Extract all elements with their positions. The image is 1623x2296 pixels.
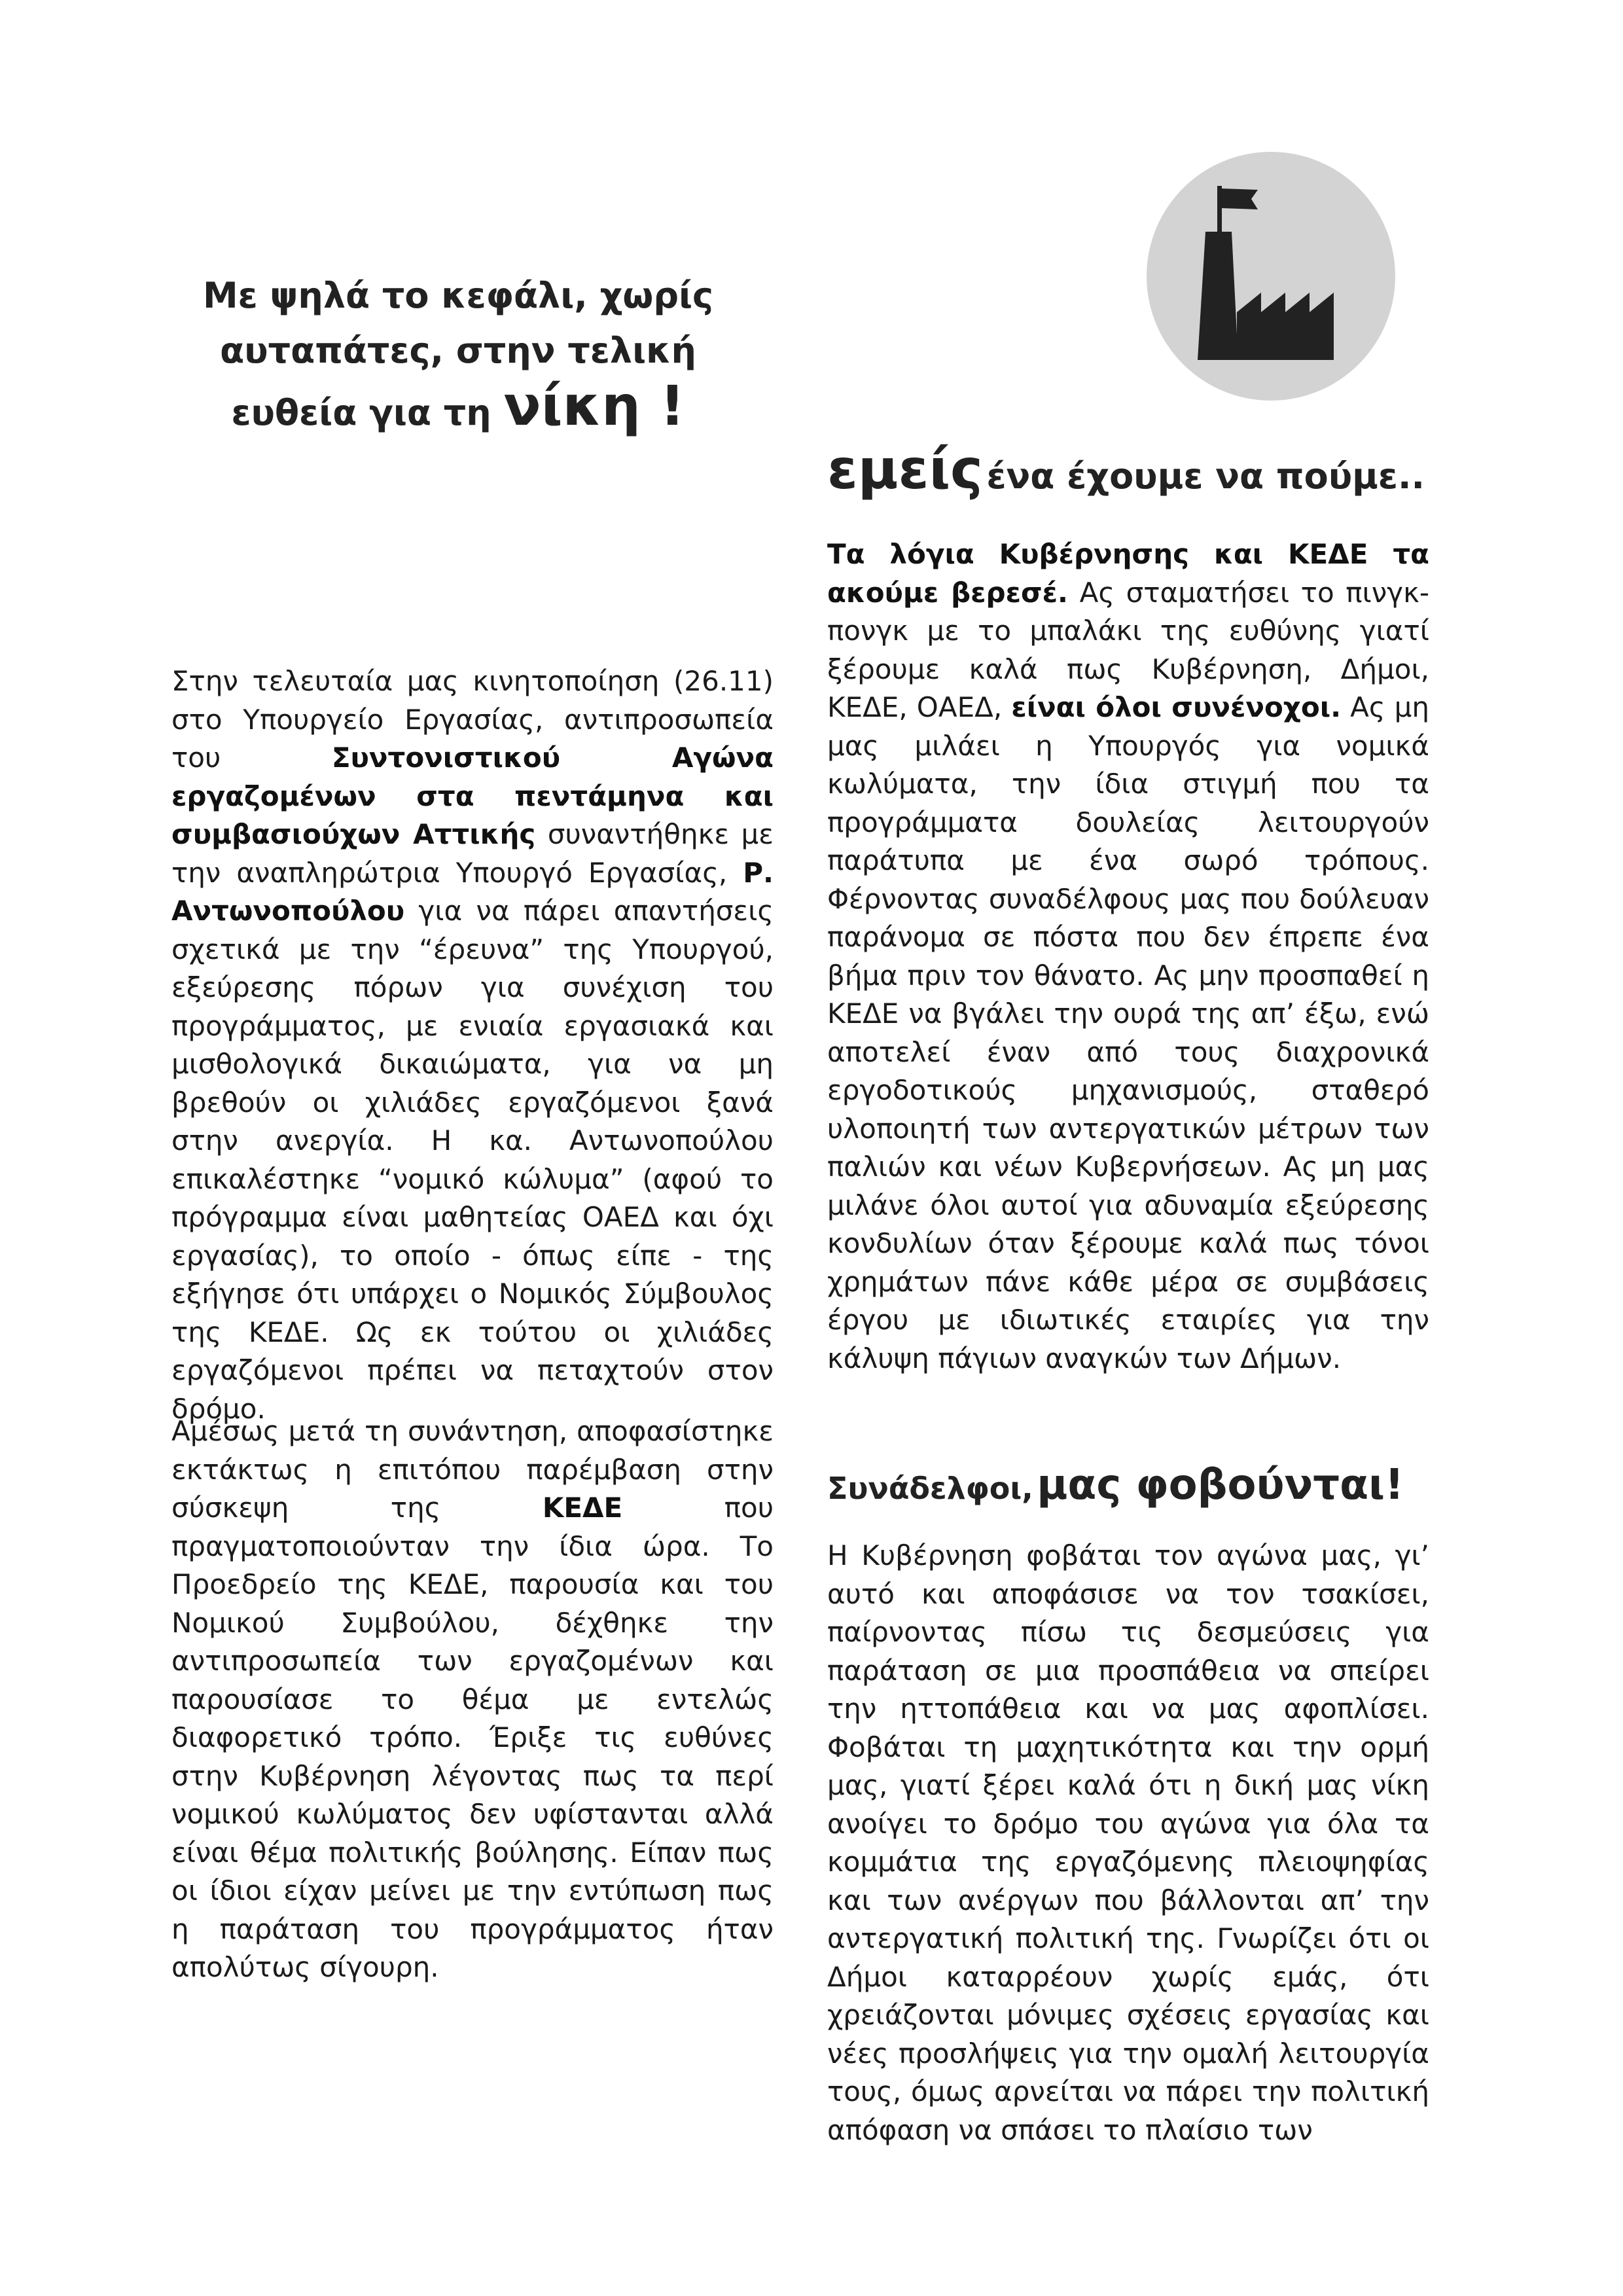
heading-emeis-small: ένα έχουμε να πούμε.. xyxy=(986,456,1425,497)
heading-synadelfoi-big: μας φοβούνται! xyxy=(1037,1461,1404,1509)
heading-emeis xyxy=(827,437,1482,501)
title-line-3-prefix: ευθεία για τη xyxy=(231,392,491,433)
right-paragraph-1 xyxy=(827,535,1429,1378)
title-line-2: αυταπάτες, στην τελική xyxy=(220,330,696,371)
left-paragraph-2 xyxy=(171,1412,774,1987)
right-p1-text-2: Ας μη μας μιλάει η Υπουργός για νομικά κωλύματα, την ίδια στιγμή που τα προγράμματα δουλείας λειτουργούν παράτυπα με ένα σωρό τρόπους. Φέρνοντας συναδέλφους μας που δούλευαν παράνομα σε πόστα που δεν έπρεπε ένα βήμα πριν τον θάνατο. Ας μην προσπαθεί η ΚΕΔΕ να βγάλει την ουρά της απ’ έξω, ενώ αποτελεί έναν από τους διαχρονικά εργοδοτικούς μηχανισμούς, σταθερό υλοποιητή των αντεργατικών μέτρων των παλιών και νέων Κυβερνήσεων. Ας μη μας μιλάνε όλοι αυτοί για αδυναμία εξεύρεσης κονδυλίων όταν ξέρουμε καλά πως τόνοι χρημάτων πάνε κάθε μέρα σε συμβάσεις έργου με ιδιωτικές εταιρίες για την κάλυψη πάγιων αναγκών των Δήμων. xyxy=(827,691,1429,1374)
right-p2-text-1: Η Κυβέρνηση φοβάται τον αγώνα μας, γι’ αυτό και αποφάσισε να τον τσακίσει, παίρνοντας πίσω τις δεσμεύσεις για παράταση σε μια προσπάθεια να σπείρει την ηττοπάθεια και να μας αφοπλίσει. Φοβάται τη μαχητικότητα και την ορμή μας, γιατί ξέρει καλά ότι η δική μας νίκη ανοίγει το δρόμο του αγώνα για όλα τα κομμάτια της εργαζόμενης πλειοψηφίας και των ανέργων που βάλλονται απ’ την αντεργατική πολιτική της. Γνωρίζει ότι οι Δήμοι καταρρέουν χωρίς εμάς, ότι χρειάζονται μόνιμες σχέσεις εργασίας και νέες προσλήψεις για την ομαλή λειτουργία τους, όμως αρνείται να πάρει την πολιτική απόφαση να σπάσει το πλαίσιο των xyxy=(827,1539,1429,2146)
right-p1-text-1: Ας σταματήσει το πινγκ-πονγκ με το μπαλάκι της ευθύνης γιατί ξέρουμε καλά πως Κυβέρνηση, Δήμοι, ΚΕΔΕ, ΟΑΕΔ, xyxy=(827,576,1429,723)
right-p1-bold-1: Τα λόγια Κυβέρνησης και ΚΕΔΕ τα ακούμε βερεσέ. xyxy=(827,538,1429,609)
left-p1-text-1: Στην τελευταία μας κινητοποίηση (26.11) στο Υπουργείο Εργασίας, αντιπροσωπεία του xyxy=(171,665,774,774)
flag-pole xyxy=(1217,186,1222,232)
title-line-1: Με ψηλά το κεφάλι, χωρίς xyxy=(202,275,714,316)
factory-flag-icon xyxy=(1147,152,1395,401)
left-paragraph-1 xyxy=(171,662,774,1428)
left-p2-text-1: Αμέσως μετά τη συνάντηση, αποφασίστηκε εκτάκτως η επιτόπου παρέμβαση στην σύσκεψη της xyxy=(171,1415,774,1524)
left-p1-bold-1: Συντονιστικού Αγώνα εργαζομένων στα πεντάμηνα και συμβασιούχων Αττικής xyxy=(171,742,774,850)
page-title xyxy=(164,268,753,440)
title-victory-word: νίκη ! xyxy=(503,374,685,438)
heading-synadelfoi xyxy=(827,1461,1482,1509)
left-p2-text-2: που πραγματοποιούνταν την ίδια ώρα. Το Προεδρείο της ΚΕΔΕ, παρουσία και του Νομικού Συμβούλου, δέχθηκε την αντιπροσωπεία των εργαζομένων και παρουσίασε το θέμα με εντελώς διαφορετικό τρόπο. Έριξε τις ευθύνες στην Κυβέρνηση λέγοντας πως τα περί νομικού κωλύματος δεν υφίστανται αλλά είναι θέμα πολιτικής βούλησης. Είπαν πως οι ίδιοι είχαν μείνει με την εντύπωση πως η παράταση του προγράμματος ήταν απολύτως σίγουρη. xyxy=(171,1492,774,1983)
right-p1-bold-2: είναι όλοι συνένοχοι. xyxy=(1011,691,1342,723)
left-p1-text-3: για να πάρει απαντήσεις σχετικά με την “έρευνα” της Υπουργού, εξεύρεσης πόρων για συνέχιση του προγράμματος, με ενιαία εργασιακά και μισθολογικά δικαιώματα, για να μη βρεθούν οι χιλιάδες εργαζόμενοι ξανά στην ανεργία. Η κα. Αντωνοπούλου επικαλέστηκε “νομικό κώλυμα” (αφού το πρόγραμμα είναι μαθητείας ΟΑΕΔ και όχι εργασίας), το οποίο - όπως είπε - της εξήγησε ότι υπάρχει ο Νομικός Σύμβουλος της ΚΕΔΕ. Ως εκ τούτου οι χιλιάδες εργαζόμενοι πρέπει να πεταχτούν στον δρόμο. xyxy=(171,895,774,1425)
heading-synadelfoi-small: Συνάδελφοι, xyxy=(827,1471,1033,1506)
logo-circle xyxy=(1147,152,1395,401)
left-p1-text-2: συναντήθηκε με την αναπληρώτρια Υπουργό Εργασίας, xyxy=(171,818,774,889)
left-p2-bold-1: ΚΕΔΕ xyxy=(542,1492,623,1524)
heading-emeis-big: εμείς xyxy=(827,437,983,501)
left-p1-bold-2: Ρ. Αντωνοπούλου xyxy=(171,856,774,927)
title-line-3 xyxy=(164,374,753,440)
right-paragraph-2 xyxy=(827,1537,1429,2149)
